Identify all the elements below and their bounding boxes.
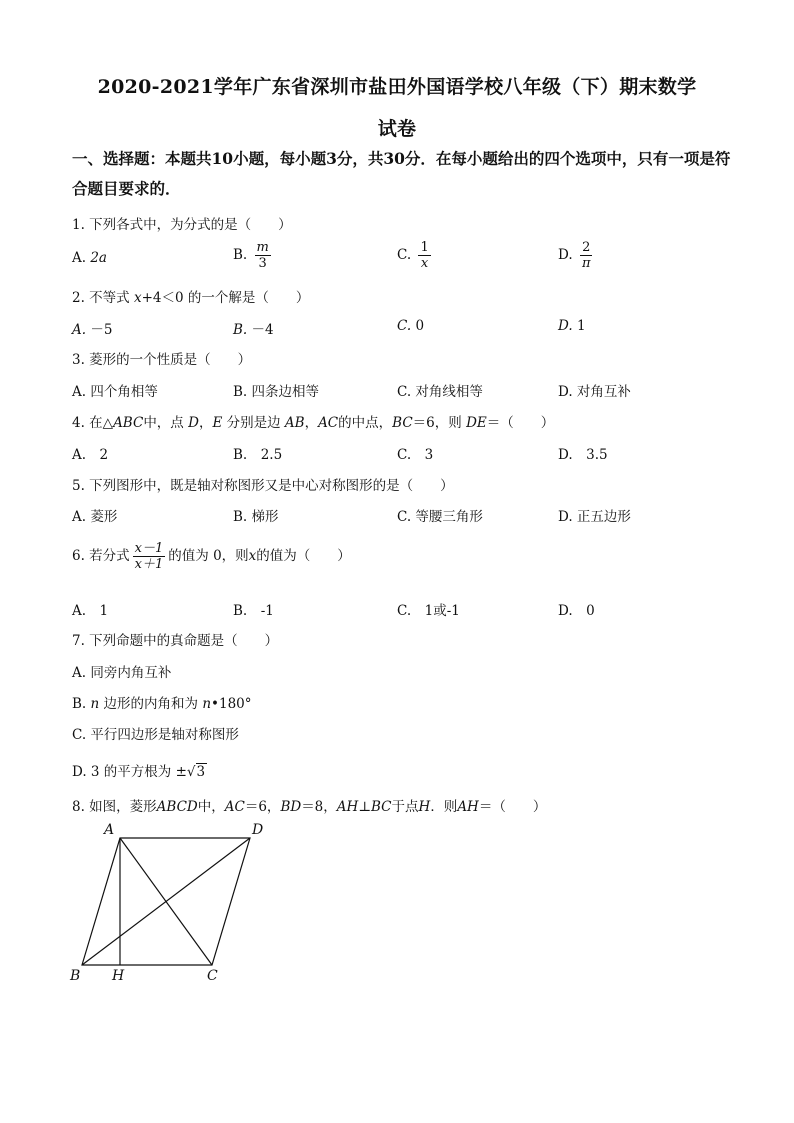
question-2-option-d: D. 1: [558, 318, 586, 334]
fraction: $\frac{m}{3}$: [256, 240, 269, 271]
question-6-option-c: C. 1或-1: [397, 603, 460, 619]
question-3-option-b: B. 四条边相等: [233, 384, 320, 400]
question-4-option-b: B. 2.5: [233, 447, 283, 463]
question-8-stem: 8. 如图，菱形ABCD中，AC＝6，BD＝8，AH⊥BC于点H．则AH＝（ ）: [72, 799, 547, 815]
question-5-option-c: C. 等腰三角形: [397, 509, 483, 525]
question-5-option-b: B. 梯形: [233, 509, 279, 525]
exam-title-line1: 2020-2021学年广东省深圳市盐田外国语学校八年级（下）期末数学: [97, 76, 697, 98]
question-1-option-b: B. $\frac{m}{3}$: [233, 240, 269, 271]
question-2-option-c: C. 0: [397, 318, 425, 334]
exam-title-line2: 试卷: [377, 118, 417, 140]
question-6-stem: 6. 若分式 $\frac{x-1}{x+1}$ 的值为 0，则x的值为（ ）: [72, 541, 351, 572]
question-3-stem: 3. 菱形的一个性质是（ ）: [72, 352, 252, 368]
question-4-option-d: D. 3.5: [558, 447, 608, 463]
question-1-option-a: A. 2a: [72, 250, 107, 266]
question-1-option-c: C. $\frac{1}{x}$: [397, 240, 429, 271]
question-4-option-a: A. 2: [72, 447, 109, 463]
question-4-stem: 4. 在△ABC中，点 D，E 分别是边 AB，AC的中点，BC＝6，则 DE＝（ ）: [72, 415, 555, 431]
point-label-h: H: [112, 968, 125, 984]
question-1-option-d: D. $\frac{2}{\pi}$: [558, 240, 591, 271]
question-6-option-b: B. -1: [233, 603, 274, 619]
vertex-label-a: A: [104, 822, 115, 838]
question-3-option-a: A. 四个角相等: [72, 384, 158, 400]
question-5-option-d: D. 正五边形: [558, 509, 631, 525]
diagonal-bd: [82, 838, 250, 965]
question-7-stem: 7. 下列命题中的真命题是（ ）: [72, 633, 279, 649]
question-6-option-a: A. 1: [72, 603, 109, 619]
vertex-label-d: D: [252, 822, 264, 838]
fraction: $\frac{x-1}{x+1}$: [134, 541, 164, 572]
question-7-option-d: D. 3 的平方根为 ±√3: [72, 764, 206, 780]
question-4-option-c: C. 3: [397, 447, 434, 463]
fraction: $\frac{2}{\pi}$: [581, 240, 591, 271]
question-3-option-d: D. 对角互补: [558, 384, 631, 400]
sqrt-symbol: √: [186, 764, 196, 780]
question-2-stem: 2. 不等式 x+4＜0 的一个解是（ ）: [72, 290, 310, 306]
question-6-option-d: D. 0: [558, 603, 595, 619]
question-3-option-c: C. 对角线相等: [397, 384, 483, 400]
section-heading: 一、选择题：本题共10小题，每小题3分，共30分．在每小题给出的四个选项中，只有一项是符合题目要求的．: [72, 149, 731, 198]
fraction: $\frac{1}{x}$: [420, 240, 429, 271]
rhombus-figure: [62, 818, 282, 988]
vertex-label-b: B: [70, 968, 81, 984]
question-7-option-c: C. 平行四边形是轴对称图形: [72, 727, 239, 743]
question-2-option-a: A. －5: [72, 322, 113, 338]
question-7-option-a: A. 同旁内角互补: [72, 665, 172, 681]
question-5-option-a: A. 菱形: [72, 509, 118, 525]
question-7-option-b: B. n 边形的内角和为 n•180°: [72, 696, 252, 712]
question-1-stem: 1. 下列各式中，为分式的是（ ）: [72, 217, 292, 233]
question-2-option-b: B. －4: [233, 322, 274, 338]
question-5-stem: 5. 下列图形中，既是轴对称图形又是中心对称图形的是（ ）: [72, 478, 454, 494]
vertex-label-c: C: [207, 968, 218, 984]
